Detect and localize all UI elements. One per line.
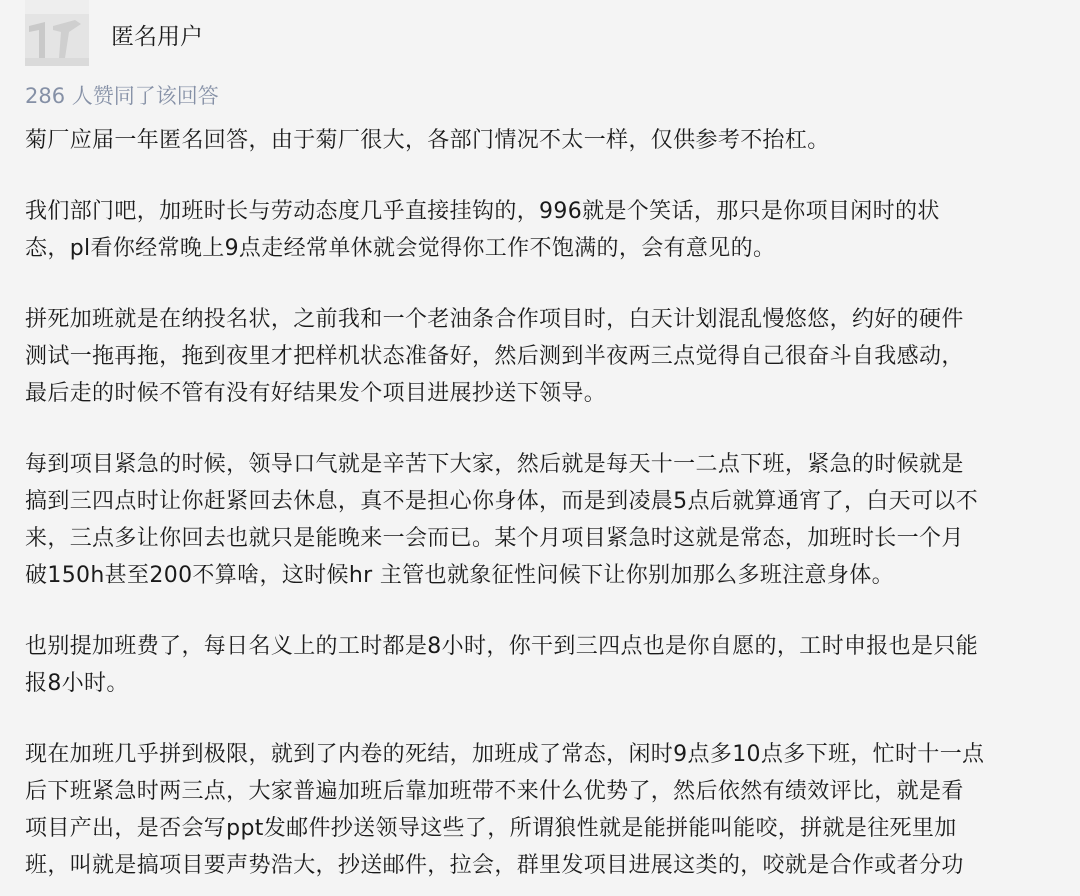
paragraph-line: 破150h甚至200不算啥，这时候hr 主管也就象征性问候下让你别加那么多班注意身体。 (25, 563, 894, 588)
paragraph-line: 态，pl看你经常晚上9点走经常单休就会觉得你工作不饱满的，会有意见的。 (25, 236, 776, 261)
paragraph-line: 最后走的时候不管有没有好结果发个项目进展抄送下领导。 (25, 381, 607, 406)
paragraph-line: 现在加班几乎拼到极限，就到了内卷的死结，加班成了常态，闲时9点多10点多下班，忙时十一点 (25, 742, 985, 767)
answer-paragraph (25, 122, 1055, 159)
author-row (25, 0, 1055, 80)
paragraph-line: 拼死加班就是在纳投名状，之前我和一个老油条合作项目时，白天计划混乱慢悠悠，约好的硬件 (25, 307, 964, 332)
vote-count: 286 人赞同了该回答 (25, 84, 219, 108)
answer-paragraph (25, 628, 1055, 702)
answer-paragraph (25, 301, 1055, 412)
paragraph-line: 后下班紧急时两三点，大家普遍加班后靠加班带不来什么优势了，然后依然有绩效评比，就是看 (25, 779, 964, 804)
paragraph-line: 报8小时。 (25, 671, 129, 696)
answer-content (25, 122, 1055, 884)
paragraph-line: 每到项目紧急的时候，领导口气就是辛苦下大家，然后就是每天十一二点下班，紧急的时候就是 (25, 452, 964, 477)
paragraph-line: 来，三点多让你回去也就只是能晚来一会而已。某个月项目紧急时这就是常态，加班时长一个月 (25, 526, 964, 551)
paragraph-line: 菊厂应届一年匿名回答，由于菊厂很大，各部门情况不太一样，仅供参考不抬杠。 (25, 128, 830, 153)
answer-paragraph (25, 446, 1055, 594)
paragraph-line: 搞到三四点时让你赶紧回去休息，真不是担心你身体，而是到凌晨5点后就算通宵了，白天可以不 (25, 489, 979, 514)
author-name[interactable]: 匿名用户 (111, 24, 203, 50)
anonymous-avatar-icon[interactable] (25, 0, 89, 66)
paragraph-line: 我们部门吧，加班时长与劳动态度几乎直接挂钩的，996就是个笑话，那只是你项目闲时的状 (25, 199, 940, 224)
answer-paragraph (25, 736, 1055, 884)
answer-paragraph (25, 193, 1055, 267)
paragraph-line: 项目产出，是否会写ppt发邮件抄送领导这些了，所谓狼性就是能拼能叫能咬，拼就是往死里加 (25, 816, 957, 841)
paragraph-line: 测试一拖再拖，拖到夜里才把样机状态准备好，然后测到半夜两三点觉得自己很奋斗自我感动， (25, 344, 964, 369)
paragraph-line: 班，叫就是搞项目要声势浩大，抄送邮件，拉会，群里发项目进展这类的，咬就是合作或者分功 (25, 853, 964, 878)
paragraph-line: 也别提加班费了，每日名义上的工时都是8小时，你干到三四点也是你自愿的，工时申报也是只能 (25, 634, 979, 659)
